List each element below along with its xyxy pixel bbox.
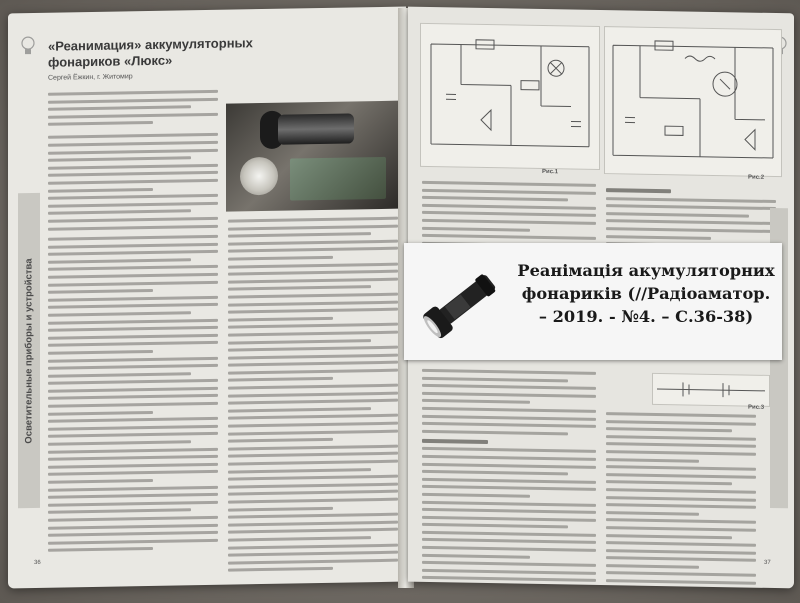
flashlight-photo bbox=[226, 101, 398, 212]
fig-1-label: Рис.1 bbox=[542, 168, 559, 176]
right-page-col1-bottom bbox=[422, 369, 596, 588]
fig-2-label: Рис.2 bbox=[748, 174, 765, 181]
caption-card bbox=[404, 243, 782, 360]
flashlight-icon bbox=[416, 261, 512, 343]
right-column-text bbox=[228, 217, 398, 577]
right-page-col2-bottom bbox=[606, 412, 756, 588]
article-title: «Реанимация» аккумуляторных фонариков «Люкс» bbox=[48, 35, 253, 70]
schematic-2 bbox=[604, 26, 782, 177]
section-band bbox=[18, 193, 40, 508]
intro-text-block bbox=[48, 90, 218, 235]
left-column-text bbox=[48, 235, 218, 557]
right-page-number: 37 bbox=[764, 559, 771, 566]
fig-3-label: Рис.3 bbox=[748, 404, 765, 411]
schematic-3 bbox=[652, 373, 770, 407]
article-author: Сергей Ёжкин, г. Житомир bbox=[48, 73, 133, 82]
bulb-icon bbox=[20, 35, 36, 57]
left-page bbox=[8, 7, 406, 589]
schematic-1 bbox=[420, 23, 600, 170]
section-label: Осветительные приборы и устройства bbox=[23, 257, 35, 444]
caption-text: Реанімація акумуляторних фонариків (//Радіоаматор. – 2019. - №4. – С.36-38) bbox=[517, 261, 775, 326]
left-page-number: 36 bbox=[34, 559, 41, 567]
